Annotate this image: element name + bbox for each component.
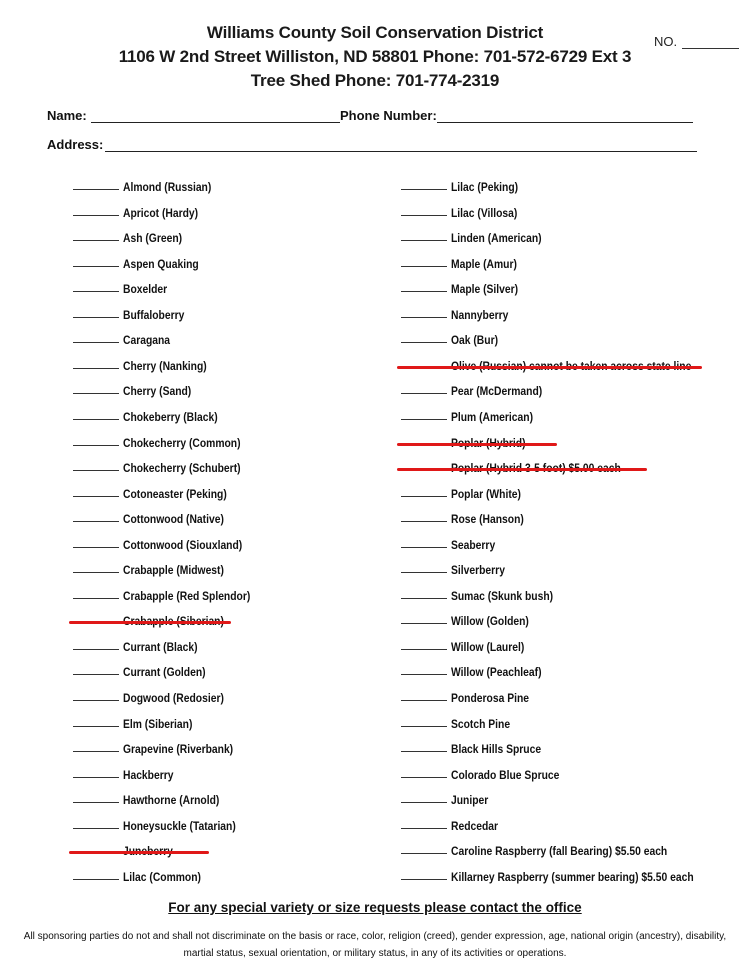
tree-order-row	[73, 583, 271, 603]
tree-order-row	[73, 813, 254, 833]
quantity-field[interactable]	[73, 827, 119, 829]
quantity-field[interactable]	[401, 239, 447, 241]
address-label: Address:	[47, 137, 104, 152]
tree-name: Honeysuckle (Tatarian)	[123, 818, 236, 833]
quantity-field[interactable]	[401, 290, 447, 292]
quantity-field[interactable]	[73, 188, 119, 190]
quantity-field[interactable]	[401, 316, 447, 318]
tree-order-row	[73, 787, 235, 807]
tree-order-row	[401, 685, 542, 705]
quantity-field[interactable]	[73, 725, 119, 727]
quantity-field[interactable]	[73, 750, 119, 752]
tree-order-row	[401, 251, 528, 271]
quantity-field[interactable]	[401, 750, 447, 752]
tree-order-row	[401, 557, 514, 577]
quantity-field[interactable]	[73, 214, 119, 216]
tree-name: Cottonwood (Siouxland)	[123, 537, 243, 552]
tree-order-row	[73, 404, 233, 424]
tree-name: Cherry (Nanking)	[123, 358, 207, 373]
tree-name: Caroline Raspberry (fall Bearing) $5.50 each	[451, 844, 668, 859]
quantity-field[interactable]	[73, 648, 119, 650]
tree-order-row	[73, 608, 240, 628]
tree-order-row	[401, 864, 733, 884]
name-field[interactable]	[91, 122, 340, 123]
name-label: Name:	[47, 108, 87, 123]
quantity-field[interactable]	[73, 520, 119, 522]
tree-order-row	[401, 762, 577, 782]
quantity-field[interactable]	[401, 188, 447, 190]
tree-order-row	[401, 659, 556, 679]
tree-order-row	[73, 251, 211, 271]
quantity-field[interactable]	[401, 265, 447, 267]
quantity-field[interactable]	[73, 699, 119, 701]
tree-name: Poplar (White)	[451, 486, 521, 501]
nondiscrimination-statement: All sponsoring parties do not and shall not discriminate on the basis or race, color, religion (creed), gender expression, age, national origin (ancestry), disability, martial status, sexual orientation, or military status, in any of its activities or operations.	[23, 931, 727, 959]
tree-order-row	[401, 225, 556, 245]
quantity-field[interactable]	[73, 392, 119, 394]
tree-name: Willow (Golden)	[451, 614, 529, 629]
tree-order-row	[73, 864, 214, 884]
quantity-field[interactable]	[73, 673, 119, 675]
quantity-field[interactable]	[401, 648, 447, 650]
tree-order-row	[73, 327, 178, 347]
tree-order-row	[401, 736, 556, 756]
tree-order-row	[401, 174, 529, 194]
quantity-field[interactable]	[73, 316, 119, 318]
tree-order-row	[401, 430, 538, 450]
quantity-field[interactable]	[401, 725, 447, 727]
quantity-field[interactable]	[401, 878, 447, 880]
tree-name: Chokecherry (Common)	[123, 435, 241, 450]
tree-name: Redcedar	[451, 818, 499, 833]
quantity-field[interactable]	[401, 341, 447, 343]
quantity-field[interactable]	[401, 673, 447, 675]
tree-name: Ponderosa Pine	[451, 691, 530, 705]
tree-order-row	[73, 557, 240, 577]
tree-order-row	[73, 455, 260, 475]
quantity-field[interactable]	[401, 597, 447, 599]
tree-name: Boxelder	[123, 282, 168, 297]
tree-name: Almond (Russian)	[123, 180, 212, 194]
quantity-field[interactable]	[73, 367, 119, 369]
tree-order-row	[73, 353, 220, 373]
tree-order-row	[73, 506, 240, 526]
tree-order-row	[401, 327, 506, 347]
tree-order-row	[401, 608, 542, 628]
tree-order-row	[401, 583, 570, 603]
tree-name: Maple (Silver)	[451, 282, 519, 297]
quantity-field[interactable]	[73, 239, 119, 241]
quantity-field[interactable]	[401, 520, 447, 522]
order-number-label: NO.	[654, 34, 678, 49]
quantity-field[interactable]	[401, 852, 447, 854]
tree-order-row	[401, 276, 529, 296]
tree-name: Silverberry	[451, 563, 505, 578]
tree-order-row	[401, 634, 536, 654]
tree-order-row	[73, 736, 251, 756]
quantity-field[interactable]	[73, 571, 119, 573]
quantity-field[interactable]	[401, 546, 447, 548]
tree-name: Oak (Bur)	[451, 333, 499, 348]
tree-order-row	[401, 506, 536, 526]
quantity-field[interactable]	[401, 699, 447, 701]
tree-name: Crabapple (Red Splendor)	[123, 588, 251, 603]
tree-name: Crabapple (Midwest)	[123, 563, 224, 578]
tree-order-row	[401, 787, 494, 807]
tree-name: Cotoneaster (Peking)	[123, 486, 227, 501]
tree-order-row	[73, 174, 226, 194]
tree-order-row	[401, 838, 702, 858]
tree-order-row	[401, 353, 730, 373]
order-number-field[interactable]	[682, 48, 739, 49]
tree-name: Juniper	[451, 793, 489, 808]
tree-name: Aspen Quaking	[123, 256, 199, 271]
tree-name: Buffaloberry	[123, 307, 185, 322]
tree-name: Hackberry	[123, 767, 174, 782]
quantity-field[interactable]	[73, 878, 119, 880]
tree-name: Willow (Laurel)	[451, 639, 525, 654]
strikethrough-mark	[69, 851, 209, 854]
tree-name: Grapevine (Riverbank)	[123, 742, 234, 757]
special-requests-note: For any special variety or size requests please contact the office	[168, 900, 582, 915]
tree-name: Cottonwood (Native)	[123, 512, 224, 527]
tree-name: Cherry (Sand)	[123, 384, 192, 399]
tree-order-row	[73, 532, 262, 552]
quantity-field[interactable]	[401, 418, 447, 420]
tree-name: Lilac (Peking)	[451, 180, 519, 194]
quantity-field[interactable]	[73, 546, 119, 548]
tree-order-row	[401, 404, 546, 424]
phone-label: Phone Number:	[340, 108, 437, 123]
tree-order-row	[73, 685, 240, 705]
tree-name: Killarney Raspberry (summer bearing) $5.50 each	[451, 869, 694, 884]
tree-name: Currant (Golden)	[123, 665, 206, 680]
header-title: Williams County Soil Conservation District	[206, 23, 544, 42]
tree-name: Lilac (Common)	[123, 869, 201, 884]
tree-order-row	[73, 634, 210, 654]
quantity-field[interactable]	[401, 392, 447, 394]
tree-name: Chokeberry (Black)	[123, 409, 218, 424]
tree-order-row	[73, 659, 219, 679]
quantity-field[interactable]	[73, 597, 119, 599]
tree-name: Ash (Green)	[123, 231, 183, 246]
tree-order-row	[401, 200, 528, 220]
quantity-field[interactable]	[73, 469, 119, 471]
tree-name: Seaberry	[451, 537, 496, 552]
tree-name: Linden (American)	[451, 231, 542, 246]
tree-name: Apricot (Hardy)	[123, 205, 199, 220]
tree-name: Nannyberry	[451, 307, 509, 322]
quantity-field[interactable]	[401, 827, 447, 829]
quantity-field[interactable]	[73, 444, 119, 446]
tree-order-row	[73, 711, 204, 731]
quantity-field[interactable]	[401, 571, 447, 573]
tree-name: Pear (McDermand)	[451, 384, 543, 399]
quantity-field[interactable]	[401, 776, 447, 778]
quantity-field[interactable]	[73, 776, 119, 778]
tree-order-row	[73, 225, 192, 245]
tree-order-row	[401, 378, 557, 398]
tree-name: Caragana	[123, 333, 171, 348]
quantity-field[interactable]	[73, 495, 119, 497]
quantity-field[interactable]	[401, 214, 447, 216]
header-tree-shed-phone: Tree Shed Phone: 701-774-2319	[250, 71, 500, 90]
strikethrough-mark	[69, 621, 231, 624]
tree-name: Dogwood (Redosier)	[123, 691, 224, 705]
tree-name: Chokecherry (Schubert)	[123, 461, 241, 476]
tree-name: Black Hills Spruce	[451, 742, 542, 757]
quantity-field[interactable]	[401, 495, 447, 497]
tree-name: Plum (American)	[451, 409, 534, 424]
address-field[interactable]	[105, 151, 697, 152]
quantity-field[interactable]	[73, 290, 119, 292]
tree-name: Rose (Hanson)	[451, 512, 524, 527]
quantity-field[interactable]	[401, 801, 447, 803]
tree-order-row	[401, 455, 648, 475]
tree-order-row	[401, 711, 520, 731]
tree-order-row	[73, 430, 260, 450]
tree-name: Lilac (Villosa)	[451, 205, 518, 220]
header-address: 1106 W 2nd Street Williston, ND 58801 Phone: 701-572-6729 Ext 3	[118, 47, 632, 66]
tree-name: Maple (Amur)	[451, 256, 517, 271]
tree-order-row	[401, 532, 502, 552]
tree-order-row	[73, 200, 210, 220]
tree-order-row	[73, 762, 182, 782]
strikethrough-mark	[397, 366, 702, 369]
quantity-field[interactable]	[73, 341, 119, 343]
tree-name: Hawthorne (Arnold)	[123, 793, 220, 808]
tree-order-row	[73, 481, 244, 501]
tree-order-row	[401, 481, 532, 501]
quantity-field[interactable]	[73, 418, 119, 420]
tree-name: Colorado Blue Spruce	[451, 767, 560, 782]
strikethrough-mark	[397, 443, 557, 446]
tree-name: Elm (Siberian)	[123, 716, 193, 731]
tree-order-row	[401, 813, 506, 833]
tree-order-row	[73, 378, 202, 398]
tree-name: Scotch Pine	[451, 716, 511, 731]
quantity-field[interactable]	[73, 265, 119, 267]
quantity-field[interactable]	[401, 622, 447, 624]
phone-field[interactable]	[437, 122, 693, 123]
tree-order-row	[73, 838, 181, 858]
tree-name: Sumac (Skunk bush)	[451, 588, 554, 603]
strikethrough-mark	[397, 468, 647, 471]
tree-order-row	[401, 302, 518, 322]
tree-order-row	[73, 276, 174, 296]
tree-name: Currant (Black)	[123, 639, 198, 654]
tree-order-row	[73, 302, 194, 322]
tree-name: Willow (Peachleaf)	[451, 665, 542, 680]
quantity-field[interactable]	[73, 801, 119, 803]
